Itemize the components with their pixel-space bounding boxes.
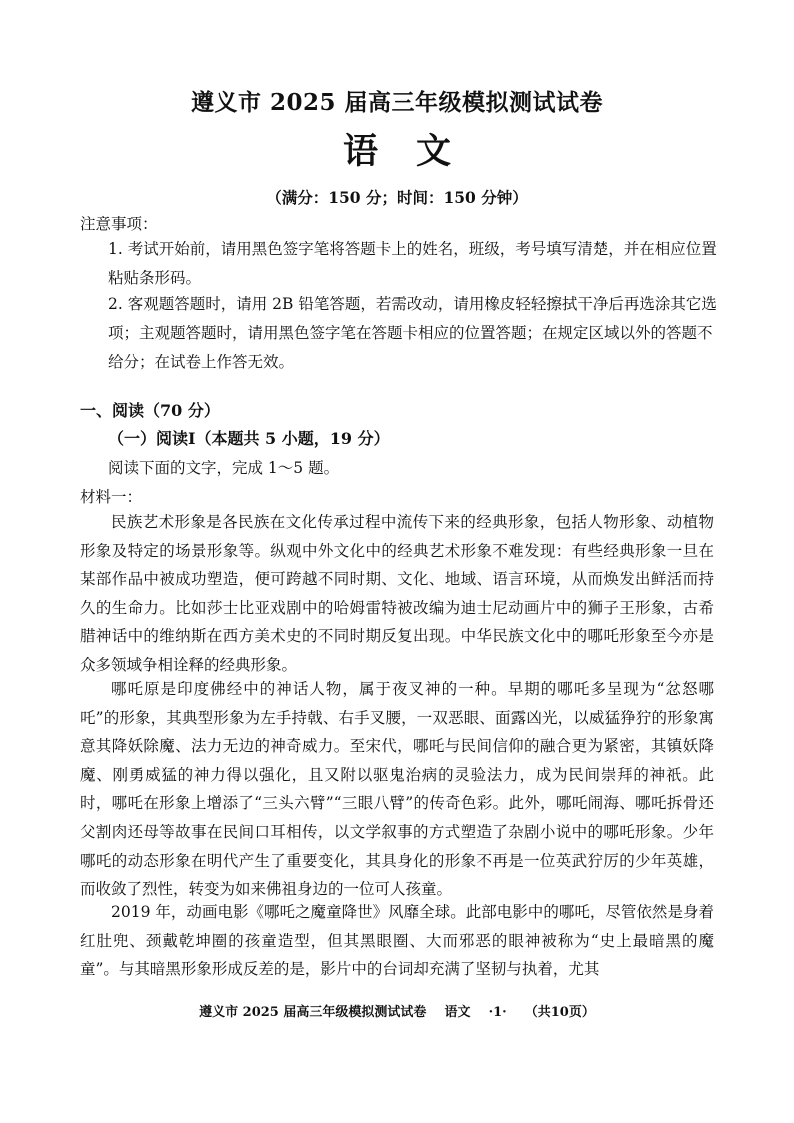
- notice-heading: 注意事项：: [80, 215, 158, 233]
- notice-item: 1. 考试开始前，请用黑色签字笔将答题卡上的姓名，班级，考号填写清楚，并在相应位置粘贴条形码。: [108, 240, 717, 287]
- subject-heading: 语文: [342, 131, 489, 172]
- section-heading: 一、阅读（70 分）: [80, 401, 220, 420]
- notice-item: 2. 客观题答题时，请用 2B 铅笔答题，若需改动，请用橡皮轻轻擦拭干净后再选涂其它选项；主观题答题时，请用黑色签字笔在答题卡相应的位置答题；在规定区域以外的答题不给分；在试卷上作答无效。: [108, 295, 717, 371]
- reading-instruction: 阅读下面的文字，完成 1～5 题。: [108, 459, 340, 477]
- page-footer: 遵义市 2025 届高三年级模拟测试试卷 语文 ·1· （共10页）: [199, 1005, 595, 1020]
- score-time-info: （满分：150 分；时间：150 分钟）: [266, 188, 528, 207]
- body-paragraph: 民族艺术形象是各民族在文化传承过程中流传下来的经典形象，包括人物形象、动植物形象及特定的场景形象等。纵观中外文化中的经典艺术形象不难发现：有些经典形象一旦在某部作品中被成功塑造，便可跨越不同时期、文化、地域、语言环境，从而焕发出鲜活而持久的生命力。比如莎士比亚戏剧中的哈姆雷特被改编为迪士尼动画片中的狮子王形象，古希腊神话中的维纳斯在西方美术史的不同时期反复出现。中华民族文化中的哪吒形象至今亦是众多领域争相诠释的经典形象。: [80, 513, 714, 674]
- material-label: 材料一：: [80, 488, 143, 506]
- exam-title: 遵义市 2025 届高三年级模拟测试试卷: [190, 89, 604, 116]
- subsection-heading: （一）阅读Ⅰ（本题共 5 小题，19 分）: [108, 429, 390, 448]
- body-paragraph: 2019 年，动画电影《哪吒之魔童降世》风靡全球。此部电影中的哪吒，尽管依然是身着红肚兜、颈戴乾坤圈的孩童造型，但其黑眼圈、大而邪恶的眼神被称为“史上最暗黑的魔童”。与其暗黑形象形成反差的是，影片中的台词却充满了坚韧与执着，尤其: [80, 903, 714, 979]
- body-paragraph: 哪吒原是印度佛经中的神话人物，属于夜叉神的一种。早期的哪吒多呈现为“忿怒哪吒”的形象，其典型形象为左手持戟、右手叉腰，一双恶眼、面露凶光，以威猛狰狞的形象寓意其降妖除魔、法力无边的神奇威力。至宋代，哪吒与民间信仰的融合更为紧密，其镇妖降魔、刚勇威猛的神力得以强化，且又附以驱鬼治病的灵验法力，成为民间崇拜的神祇。此时，哪吒在形象上增添了“三头六臂”“三眼八臂”的传奇色彩。此外，哪吒闹海、哪吒拆骨还父割肉还母等故事在民间口耳相传，以文学叙事的方式塑造了杂剧小说中的哪吒形象。少年哪吒的动态形象在明代产生了重要变化，其具身化的形象不再是一位英武狞厉的少年英雄，而收敛了烈性，转变为如来佛祖身边的一位可人孩童。: [80, 680, 714, 899]
